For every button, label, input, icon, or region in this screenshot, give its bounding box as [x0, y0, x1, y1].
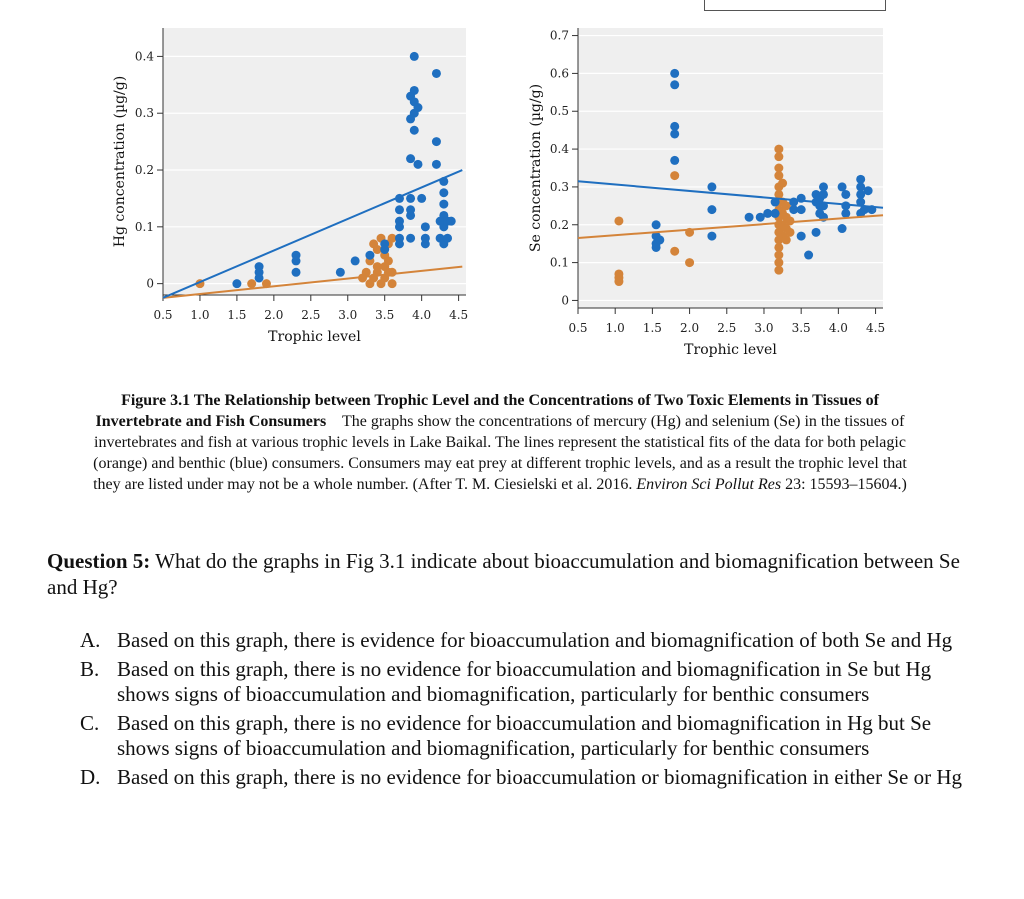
se-ytick-label: 0.6: [549, 66, 569, 81]
option-a-letter: A.: [80, 628, 101, 652]
option-b[interactable]: [80, 657, 980, 707]
se-benthic-point: [707, 232, 716, 241]
question-label: Question 5:: [47, 549, 151, 573]
se-pelagic-point: [786, 216, 795, 225]
option-c[interactable]: [80, 711, 980, 761]
caption-text: The graphs show the concentrations of mercury (Hg) and selenium (Se) in the tissues of invertebrates and fish at various trophic levels in Lake Baikal. The lines represent the statistical fits of the data for both pelagic (orange) and benthic (blue) consumers. Consumers may eat prey at different trophic levels, and as a result the trophic level that they are listed under may not be a whole number. (After T. M. Ciesielski et al. 2016.: [93, 413, 907, 493]
se-xtick-label: 4.0: [828, 321, 848, 335]
option-a[interactable]: [80, 628, 980, 653]
hg-benthic-point: [395, 239, 404, 248]
se-ytick-label: 0.1: [549, 255, 569, 270]
se-xtick-label: 1.5: [642, 321, 662, 335]
hg-benthic-point: [365, 251, 374, 260]
hg-benthic-point: [292, 251, 301, 260]
se-chart: [528, 28, 885, 358]
se-ytick-label: 0.2: [549, 217, 569, 232]
se-pelagic-point: [614, 216, 623, 225]
se-benthic-point: [652, 220, 661, 229]
option-d[interactable]: [80, 765, 980, 790]
hg-xtick-label: 1.0: [190, 308, 210, 322]
hg-benthic-point: [395, 205, 404, 214]
hg-benthic-point: [406, 205, 415, 214]
hg-benthic-point: [351, 256, 360, 265]
se-ytick-label: 0.7: [549, 28, 569, 43]
hg-benthic-point: [255, 262, 264, 271]
hg-pelagic-point: [369, 239, 378, 248]
hg-benthic-point: [410, 126, 419, 135]
hg-benthic-point: [406, 114, 415, 123]
hg-xtick-label: 4.0: [412, 308, 432, 322]
hg-benthic-point: [413, 160, 422, 169]
se-benthic-point: [670, 129, 679, 138]
se-pelagic-point: [685, 258, 694, 267]
se-benthic-point: [841, 190, 850, 199]
caption-title: Figure 3.1 The Relationship between Trophic Level and the Concentrations of Two Toxic Elements in Tissues of Invertebrate and Fish Consumers: [95, 392, 879, 430]
hg-xlabel: Trophic level: [268, 329, 361, 345]
caption-tail: 23: 15593–15604.): [785, 476, 907, 493]
se-ytick-label: 0.3: [549, 179, 569, 194]
option-a-text: Based on this graph, there is evidence for bioaccumulation and biomagnification of both Se and Hg: [117, 628, 953, 652]
se-benthic-point: [804, 251, 813, 260]
hg-xtick-label: 2.5: [301, 308, 321, 322]
se-xtick-label: 2.5: [717, 321, 737, 335]
se-xtick-label: 2.0: [680, 321, 700, 335]
se-ytick-label: 0.4: [549, 142, 569, 157]
hg-ytick-label: 0.3: [134, 106, 154, 121]
se-pelagic-point: [778, 179, 787, 188]
hg-benthic-point: [380, 245, 389, 254]
hg-benthic-point: [292, 268, 301, 277]
hg-benthic-point: [421, 234, 430, 243]
hg-pelagic-point: [388, 279, 397, 288]
se-pelagic-point: [786, 228, 795, 237]
hg-xtick-label: 3.0: [338, 308, 358, 322]
se-benthic-point: [797, 232, 806, 241]
se-xtick-label: 3.0: [754, 321, 774, 335]
option-d-text: Based on this graph, there is no evidence for bioaccumulation or biomagnification in either Se or Hg: [117, 765, 963, 789]
se-benthic-point: [655, 235, 664, 244]
se-benthic-point: [797, 205, 806, 214]
hg-ytick-label: 0: [146, 276, 154, 291]
hg-benthic-point: [439, 188, 448, 197]
option-c-letter: C.: [80, 711, 100, 735]
se-benthic-point: [864, 186, 873, 195]
hg-ylabel: Hg concentration (µg/g): [112, 75, 128, 248]
hg-benthic-point: [406, 194, 415, 203]
option-b-text: Based on this graph, there is no evidence for bioaccumulation and biomagnification in Se but Hg shows signs of bioaccumulation and biomagnification, particularly for benthic consumers: [117, 657, 932, 706]
se-benthic-point: [670, 80, 679, 89]
se-xlabel: Trophic level: [684, 342, 777, 358]
hg-ytick-label: 0.2: [134, 163, 154, 178]
se-ytick-label: 0: [561, 293, 569, 308]
se-pelagic-point: [774, 266, 783, 275]
hg-xtick-label: 1.5: [227, 308, 247, 322]
hg-ytick-label: 0.4: [134, 49, 154, 64]
se-benthic-point: [707, 182, 716, 191]
hg-benthic-point: [406, 234, 415, 243]
hg-pelagic-point: [388, 268, 397, 277]
question: [47, 548, 987, 600]
hg-benthic-point: [336, 268, 345, 277]
hg-xtick-label: 0.5: [153, 308, 173, 322]
figure-charts: [0, 0, 1024, 380]
hg-xtick-label: 2.0: [264, 308, 284, 322]
figure-caption: [80, 390, 920, 495]
hg-benthic-point: [413, 103, 422, 112]
se-benthic-point: [670, 69, 679, 78]
option-b-letter: B.: [80, 657, 100, 681]
se-ytick-label: 0.5: [549, 104, 569, 119]
option-c-text: Based on this graph, there is no evidence for bioaccumulation and biomagnification in Hg but Se shows signs of bioaccumulation and biomagnification, particularly for benthic consumers: [117, 711, 932, 760]
caption-journal: Environ Sci Pollut Res: [636, 476, 782, 493]
hg-xtick-label: 3.5: [375, 308, 395, 322]
se-xtick-label: 4.5: [866, 321, 886, 335]
se-benthic-point: [670, 156, 679, 165]
hg-benthic-point: [395, 222, 404, 231]
se-xtick-label: 1.0: [605, 321, 625, 335]
se-benthic-point: [819, 190, 828, 199]
hg-benthic-point: [439, 200, 448, 209]
hg-benthic-point: [255, 273, 264, 282]
hg-benthic-point: [443, 234, 452, 243]
hg-benthic-point: [406, 154, 415, 163]
hg-chart: [112, 28, 468, 345]
hg-benthic-point: [432, 160, 441, 169]
hg-xtick-label: 4.5: [449, 308, 469, 322]
hg-benthic-point: [432, 69, 441, 78]
question-text: What do the graphs in Fig 3.1 indicate about bioaccumulation and biomagnification between Se and Hg?: [47, 549, 960, 599]
se-benthic-point: [838, 224, 847, 233]
se-ylabel: Se concentration (µg/g): [528, 83, 544, 253]
se-benthic-point: [841, 209, 850, 218]
option-d-letter: D.: [80, 765, 101, 789]
hg-ytick-label: 0.1: [134, 219, 154, 234]
hg-benthic-point: [232, 279, 241, 288]
hg-pelagic-point: [247, 279, 256, 288]
se-pelagic-point: [670, 171, 679, 180]
hg-benthic-point: [421, 222, 430, 231]
se-benthic-point: [745, 213, 754, 222]
hg-benthic-point: [447, 217, 456, 226]
hg-benthic-point: [410, 86, 419, 95]
se-benthic-point: [707, 205, 716, 214]
answer-options: [80, 628, 980, 794]
se-benthic-point: [771, 209, 780, 218]
se-plot-area: [578, 28, 883, 308]
se-pelagic-point: [670, 247, 679, 256]
hg-benthic-point: [417, 194, 426, 203]
se-benthic-point: [812, 228, 821, 237]
hg-benthic-point: [432, 137, 441, 146]
se-xtick-label: 3.5: [791, 321, 811, 335]
se-pelagic-point: [774, 145, 783, 154]
se-pelagic-point: [614, 269, 623, 278]
hg-benthic-point: [410, 52, 419, 61]
se-xtick-label: 0.5: [568, 321, 588, 335]
